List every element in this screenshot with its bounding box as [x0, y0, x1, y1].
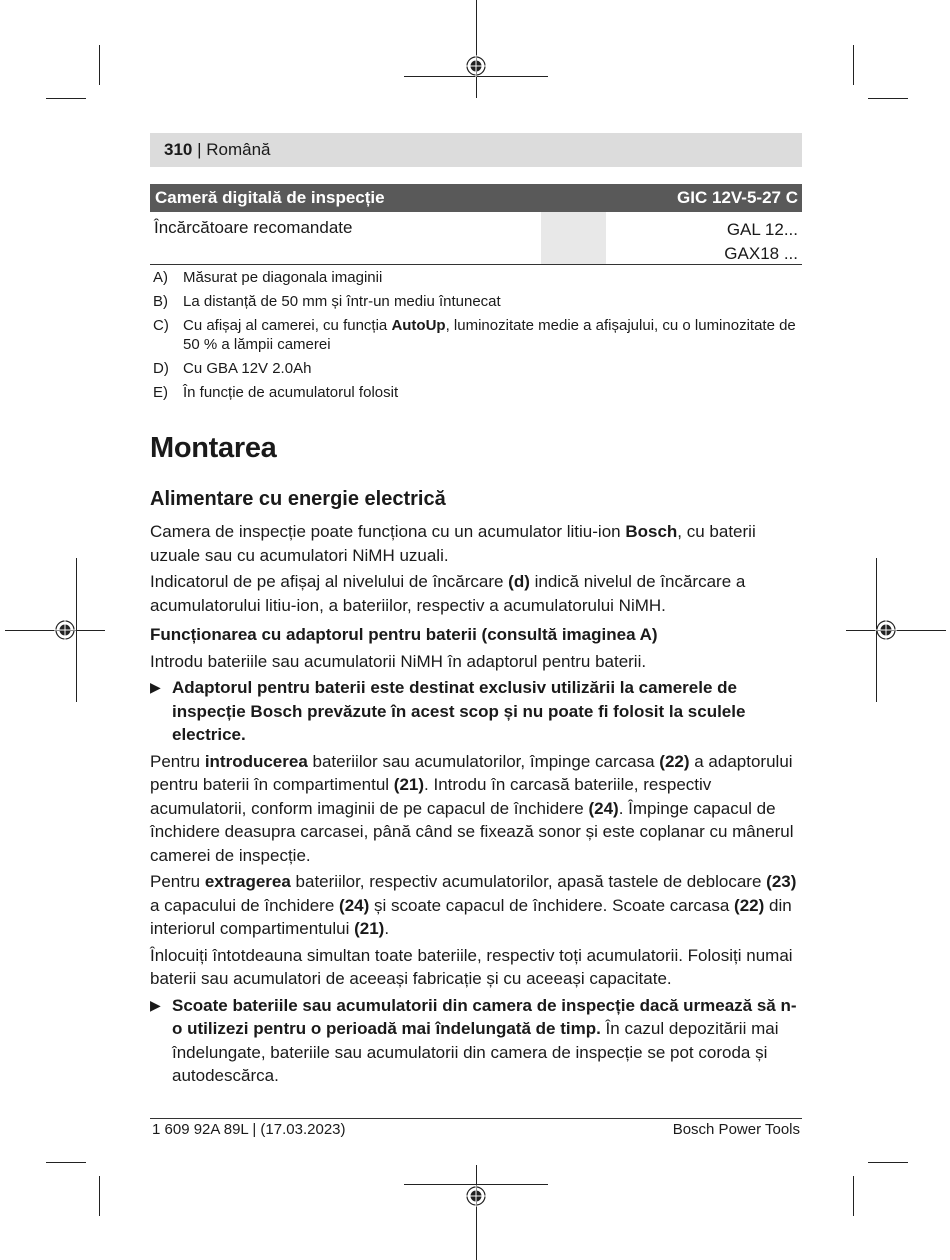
- header-separator: |: [192, 140, 207, 159]
- crop-mark: [46, 98, 86, 99]
- footnote: A) Măsurat pe diagonala imaginii: [153, 269, 383, 286]
- crop-mark: [853, 1176, 854, 1216]
- header-language: Română: [206, 140, 271, 159]
- page-header: [150, 133, 802, 167]
- spec-row-label: Încărcătoare recomandate: [154, 218, 353, 237]
- spec-table-row: [150, 212, 802, 264]
- paragraph: Camera de inspecție poate funcționa cu un acumulator litiu-ion Bosch, cu baterii uzuale sau cu acumulatori NiMH uzuali.: [150, 522, 756, 565]
- triangle-bullet-icon: ▶: [150, 996, 161, 1013]
- footnotes: [153, 268, 803, 407]
- spec-row-value-2: GAX18 ...: [724, 244, 798, 263]
- triangle-bullet-icon: ▶: [150, 679, 161, 695]
- spec-row-value: [724, 218, 798, 266]
- warning-bullet: ▶ Scoate bateriile sau acumulatorii din camera de inspecție dacă urmează să n-o utilizezi pentru o perioadă mai îndelungată de timp. În cazul depozitării mai îndelungate, bateriile sau acumulatorii din camera de inspecție se pot coroda și autodescărca.: [150, 994, 805, 1088]
- subheading: Funcționarea cu adaptorul pentru baterii (consultă imaginea A): [150, 625, 658, 644]
- crop-mark: [476, 1165, 477, 1260]
- spec-row-value-1: GAL 12...: [726, 220, 798, 239]
- paragraph: Indicatorul de pe afișaj al nivelului de încărcare (d) indică nivelul de încărcare a acumulatorului litiu-ion, a bateriilor, respectiv a acumulatorului NiMH.: [150, 572, 746, 615]
- spec-table-model: GIC 12V-5-27 C: [677, 188, 798, 207]
- crop-mark: [476, 0, 477, 98]
- footer-brand: Bosch Power Tools: [672, 1121, 800, 1138]
- spec-table-title: Cameră digitală de inspecție: [155, 188, 385, 207]
- body-text: [150, 520, 805, 1091]
- footnote: D) Cu GBA 12V 2.0Ah: [153, 360, 312, 377]
- subsection-title: Alimentare cu energie electrică: [150, 488, 446, 510]
- footer-document-number: 1 609 92A 89L | (17.03.2023): [152, 1121, 346, 1138]
- footer-rule: [150, 1118, 802, 1119]
- crop-mark: [853, 45, 854, 85]
- footnote: B) La distanță de 50 mm și într-un mediu întunecat: [153, 293, 501, 310]
- crop-mark: [868, 1162, 908, 1163]
- spec-table-bottom-rule: [150, 264, 802, 265]
- crop-mark: [868, 98, 908, 99]
- registration-mark-icon: [465, 1185, 487, 1207]
- crop-mark: [99, 1176, 100, 1216]
- spec-table-header: [150, 184, 802, 212]
- footnote: E) În funcție de acumulatorul folosit: [153, 384, 399, 401]
- registration-mark-icon: [54, 619, 76, 641]
- registration-mark-icon: [465, 55, 487, 77]
- paragraph: Înlocuiți întotdeauna simultan toate bateriile, respectiv toți acumulatorii. Folosiți numai baterii sau acumulatori de aceeași fabricație și cu aceeași capacitate.: [150, 945, 793, 988]
- crop-mark: [46, 1162, 86, 1163]
- paragraph: Pentru extragerea bateriilor, respectiv acumulatorilor, apasă tastele de deblocare (23) a capacului de închidere (24) și scoate capacul de închidere. Scoate carcasa (22) din interiorul compartimentului (21).: [150, 872, 797, 938]
- registration-mark-icon: [875, 619, 897, 641]
- page-number: 310: [164, 140, 193, 159]
- crop-mark: [99, 45, 100, 85]
- paragraph: Pentru introducerea bateriilor sau acumulatorilor, împinge carcasa (22) a adaptorului pentru baterii în compartimentul (21). Introdu în carcasă bateriile, respectiv acumulatorii, conform imaginii de pe capacul de închidere (24). Împinge capacul de închidere deasupra carcasei, până când se fixează sonor și este coplanar cu mânerul camerei de inspecție.: [150, 751, 794, 865]
- footnote: C) Cu afișaj al camerei, cu funcția AutoUp, luminozitate medie a afișajului, cu o luminozitate de 50 % a lămpii camerei: [153, 317, 796, 353]
- spec-row-empty-cell: [541, 212, 606, 264]
- paragraph: Introdu bateriile sau acumulatorii NiMH în adaptorul pentru baterii.: [150, 651, 647, 671]
- warning-bullet: ▶ Adaptorul pentru baterii este destinat exclusiv utilizării la camerele de inspecție Bosch prevăzute în acest scop și nu poate fi folosit la sculele electrice.: [150, 676, 805, 747]
- section-title: Montarea: [150, 432, 277, 464]
